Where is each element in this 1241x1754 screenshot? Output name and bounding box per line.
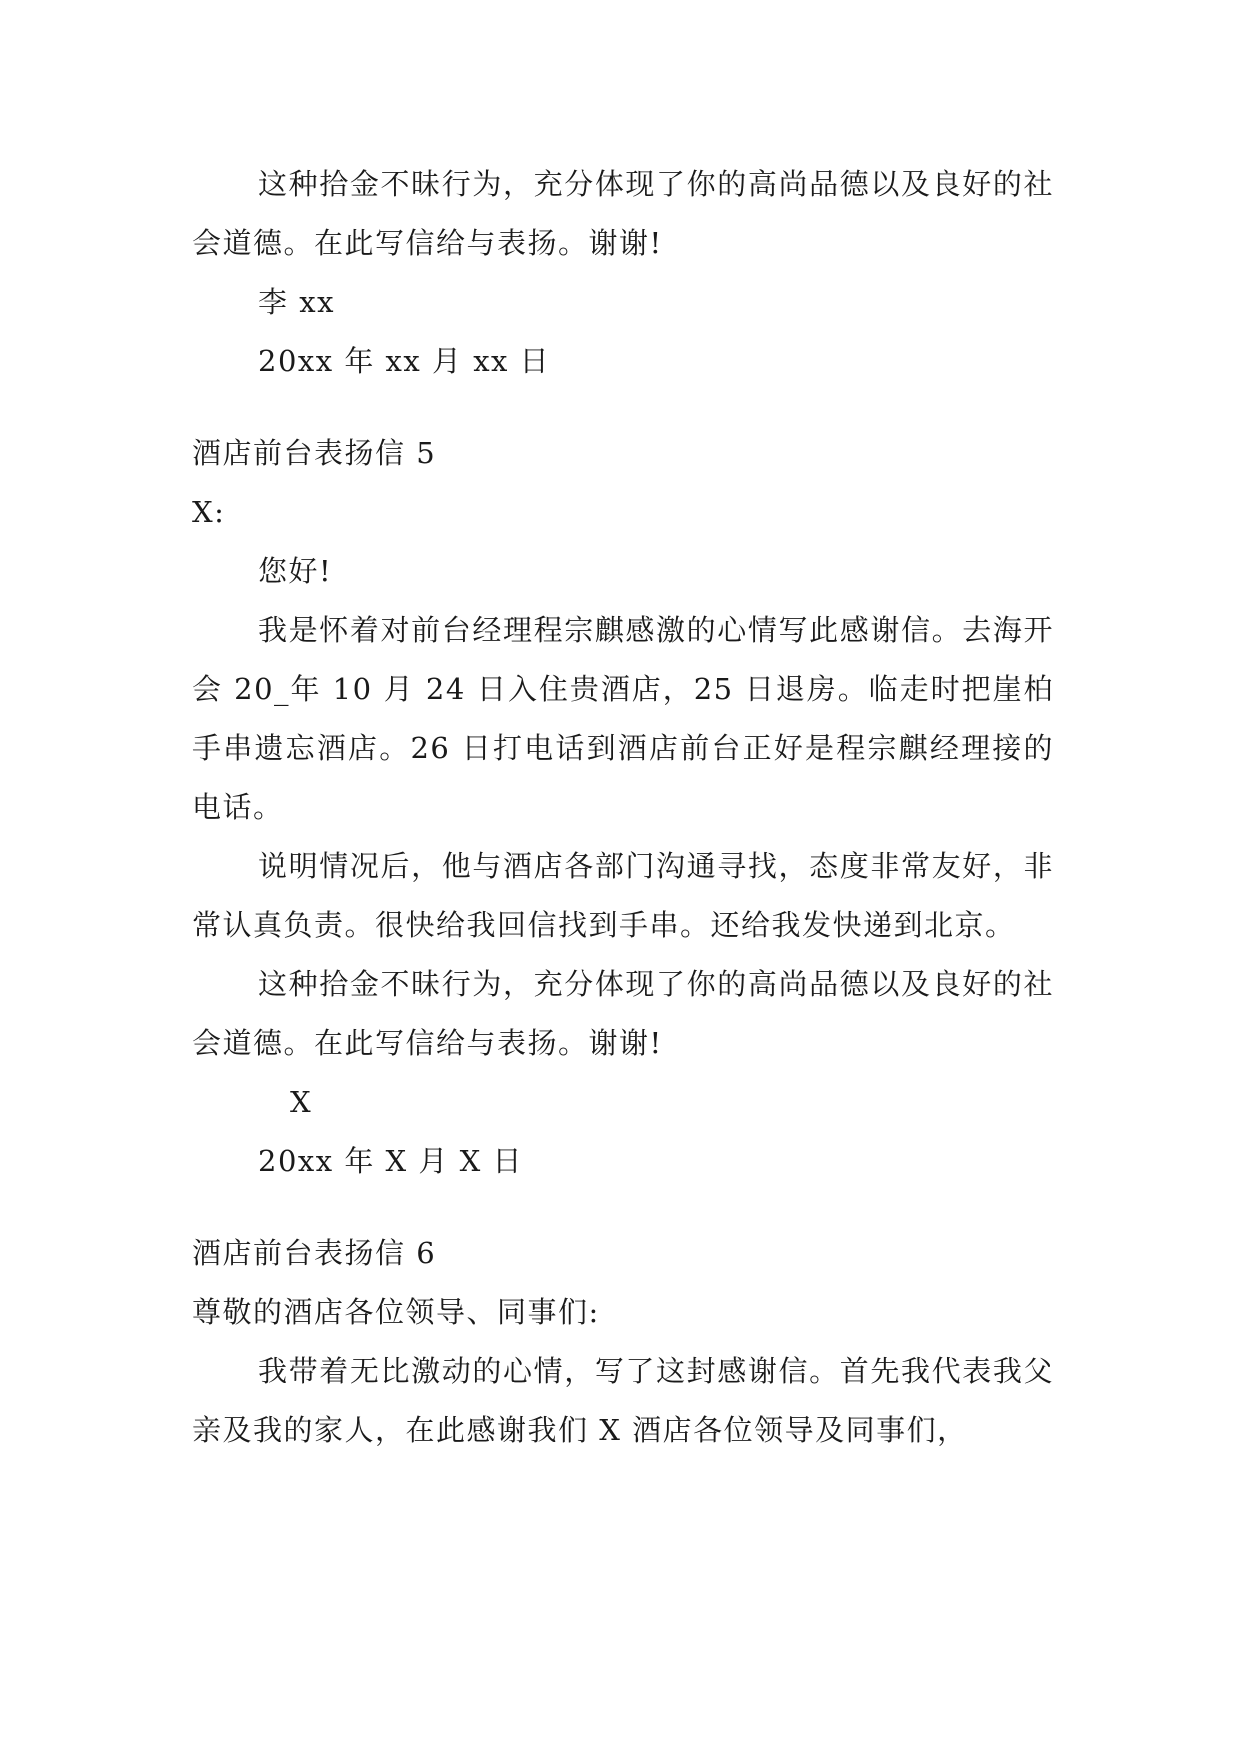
- section-heading-5: 酒店前台表扬信 5: [192, 436, 437, 470]
- paragraph-5-3: 这种拾金不昧行为，充分体现了你的高尚品德以及良好的社会道德。在此写信给与表扬。谢谢!: [192, 967, 1054, 1060]
- paragraph-5-1: 我是怀着对前台经理程宗麒感激的心情写此感谢信。去海开会 20_年 10 月 24 日入住贵酒店，25 日退房。临走时把崖柏手串遗忘酒店。26 日打电话到酒店前台正好是程宗麒经理接的电话。: [192, 613, 1054, 824]
- section-gap: [192, 1191, 1054, 1224]
- salutation-6: 尊敬的酒店各位领导、同事们:: [192, 1295, 600, 1329]
- paragraph-praise-1: 这种拾金不昧行为，充分体现了你的高尚品德以及良好的社会道德。在此写信给与表扬。谢谢!: [192, 167, 1054, 260]
- signature-name-5: X: [290, 1085, 313, 1119]
- paragraph-6-1: 我带着无比激动的心情，写了这封感谢信。首先我代表我父亲及我的家人，在此感谢我们 X 酒店各位领导及同事们，: [192, 1354, 1054, 1447]
- section-gap: [192, 391, 1054, 424]
- greeting-5: 您好!: [258, 554, 333, 588]
- signature-date-5: 20xx 年 X 月 X 日: [258, 1144, 523, 1178]
- signature-name-1: 李 xx: [258, 285, 335, 319]
- paragraph-5-2: 说明情况后，他与酒店各部门沟通寻找，态度非常友好，非常认真负责。很快给我回信找到手串。还给我发快递到北京。: [192, 849, 1054, 942]
- section-heading-6: 酒店前台表扬信 6: [192, 1236, 437, 1270]
- document-body: [192, 155, 1054, 1460]
- signature-date-1: 20xx 年 xx 月 xx 日: [258, 344, 551, 378]
- salutation-5: X:: [192, 495, 226, 529]
